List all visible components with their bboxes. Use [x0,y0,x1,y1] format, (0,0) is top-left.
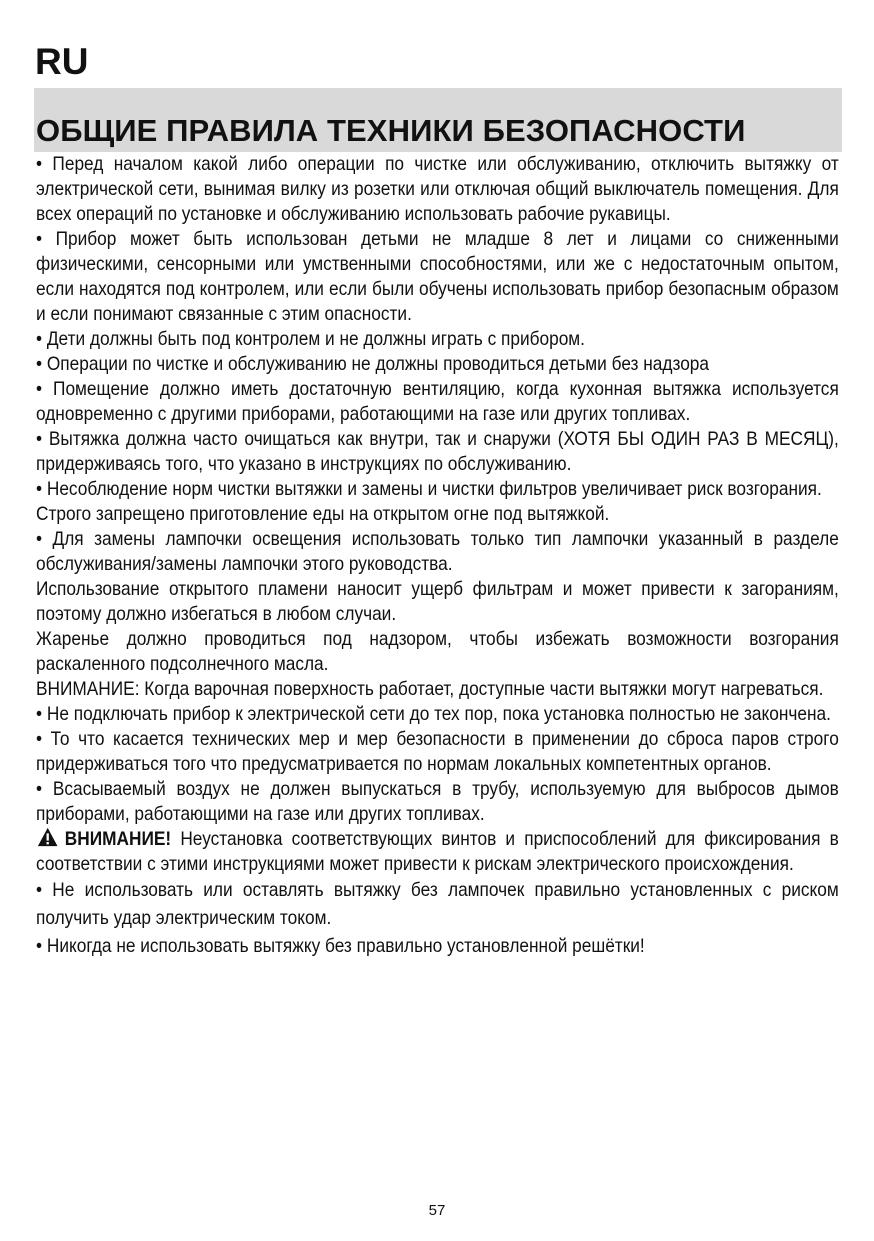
page-number: 57 [428,1202,446,1219]
paragraph: • Не использовать или оставлять вытяжку без лампочек правильно установленных с риском получить удар электрическим током. [36,880,839,929]
warning-triangle-icon [36,827,59,847]
paragraph: • Операции по чистке и обслуживанию не должны проводиться детьми без надзора [36,354,710,375]
section-title: ОБЩИЕ ПРАВИЛА ТЕХНИКИ БЕЗОПАСНОСТИ [36,113,746,148]
safety-rules-body [36,152,839,961]
paragraph: • Не подключать прибор к электрической сети до тех пор, пока установка полностью не закончена. [36,704,831,725]
paragraph: • Прибор может быть использован детьми не младше 8 лет и лицами со сниженными физическими, сенсорными или умственными способностями, или же с недостаточным опытом, если находятся под контролем, или если были обучены использовать прибор безопасным образом и если понимают связанные с этим опасности. [36,229,839,325]
paragraph: • Помещение должно иметь достаточную вентиляцию, когда кухонная вытяжка используется одновременно с другими приборами, работающими на газе или других топливах. [36,379,839,425]
paragraph: • Дети должны быть под контролем и не должны играть с прибором. [36,329,585,350]
paragraph: Строго запрещено приготовление еды на открытом огне под вытяжкой. [36,504,610,525]
warning-paragraph [36,827,839,877]
paragraph: • Перед началом какой либо операции по чистке или обслуживанию, отключить вытяжку от электрической сети, вынимая вилку из розетки или отключая общий выключатель помещения. Для всех операций по установке и обслуживанию использовать рабочие рукавицы. [36,154,839,225]
paragraph: • Несоблюдение норм чистки вытяжки и замены и чистки фильтров увеличивает риск возгорания. [36,479,822,500]
warning-text: Неустановка соответствующих винтов и приспособлений для фиксирования в соответствии с этими инструкциями может привести к рискам электрического происхождения. [36,829,839,875]
paragraph: Жаренье должно проводиться под надзором, чтобы избежать возможности возгорания раскаленного подсолнечного масла. [36,629,839,675]
language-code: RU [35,41,89,82]
paragraph: • Никогда не использовать вытяжку без правильно установленной решётки! [36,936,645,957]
paragraph: ВНИМАНИЕ: Когда варочная поверхность работает, доступные части вытяжки могут нагреваться. [36,679,824,700]
paragraph: • Для замены лампочки освещения использовать только тип лампочки указанный в разделе обслуживания/замены лампочки этого руководства. [36,529,839,575]
section-title-bar [34,88,842,152]
paragraph: • Всасываемый воздух не должен выпускаться в трубу, используемую для выбросов дымов приборами, работающими на газе или других топливах. [36,779,839,825]
paragraph: • То что касается технических мер и мер безопасности в применении до сброса паров строго придерживаться того что предусматривается по нормам локальных компетентных органов. [36,729,839,775]
paragraph: • Вытяжка должна часто очищаться как внутри, так и снаружи (ХОТЯ БЫ ОДИН РАЗ В МЕСЯЦ), придерживаясь того, что указано в инструкциях по обслуживанию. [36,429,839,475]
paragraph: Использование открытого пламени наносит ущерб фильтрам и может привести к загораниям, поэтому должно избегаться в любом случаи. [36,579,839,625]
warning-label: ВНИМАНИЕ! [64,829,172,850]
